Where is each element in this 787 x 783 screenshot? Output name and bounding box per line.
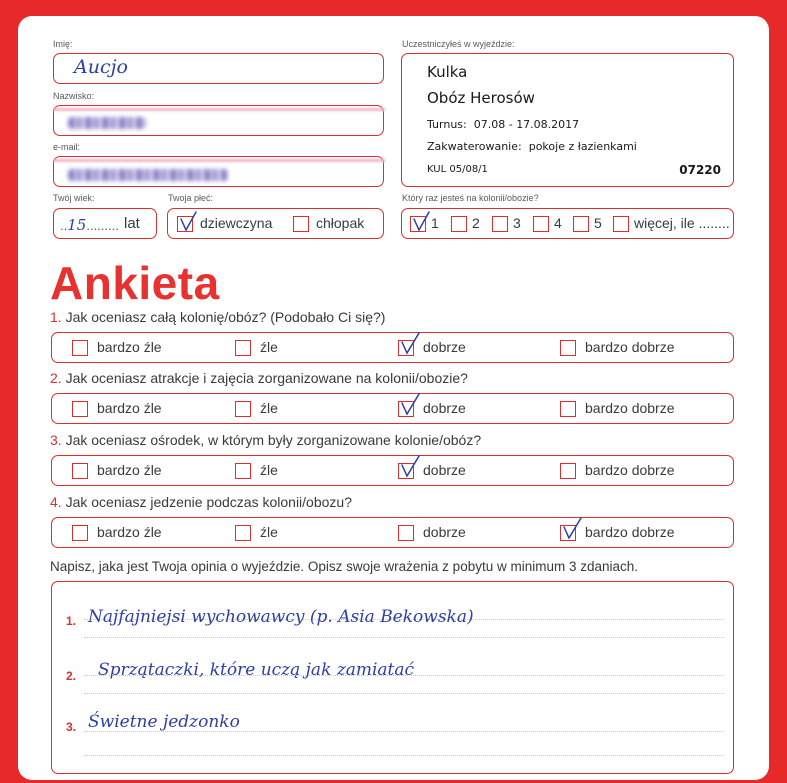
accommodation-label: Zakwaterowanie: — [427, 140, 522, 153]
surname-label: Nazwisko: — [53, 91, 95, 101]
question-1-label: Jak oceniasz całą kolonię/obóz? (Podobało Ci się?) — [65, 309, 386, 325]
email-field[interactable] — [53, 156, 384, 187]
age-dots-after: ......... — [86, 218, 119, 233]
times-more-checkbox[interactable] — [613, 216, 629, 232]
question-1-option-2-label: źle — [260, 339, 278, 355]
age-value: 15 — [67, 216, 87, 234]
question-3-text — [50, 432, 481, 448]
question-2-option-1-label: bardzo źle — [97, 400, 162, 416]
question-2-options — [51, 393, 734, 424]
opinion-line-1-text: Najfajniejsi wychowawcy (p. Asia Bekowska) — [88, 607, 474, 627]
question-4-option-1-checkbox[interactable] — [72, 525, 88, 541]
times-2-label: 2 — [472, 215, 480, 231]
opinion-line-1-number: 1. — [66, 614, 77, 628]
times-label: Który raz jesteś na kolonii/obozie? — [402, 193, 539, 203]
name-value: Aucjo — [74, 56, 128, 78]
checkmark-icon — [399, 393, 421, 415]
question-2-option-3-label: dobrze — [423, 400, 466, 416]
age-label: Twój wiek: — [53, 193, 95, 203]
question-1-number: 1. — [50, 309, 62, 325]
checkmark-icon — [399, 455, 421, 477]
times-2-checkbox[interactable] — [451, 216, 467, 232]
question-1-option-1-label: bardzo źle — [97, 339, 162, 355]
question-4-option-1-label: bardzo źle — [97, 524, 162, 540]
name-label: Imię: — [53, 39, 73, 49]
email-redacted — [68, 169, 228, 181]
question-2-option-4-checkbox[interactable] — [560, 401, 576, 417]
question-3-option-1-label: bardzo źle — [97, 462, 162, 478]
checkmark-icon — [178, 210, 200, 232]
question-3-option-4-checkbox[interactable] — [560, 463, 576, 479]
question-4-options — [51, 517, 734, 548]
redaction-mark — [54, 159, 385, 162]
times-5-label: 5 — [594, 215, 602, 231]
question-3-option-2-checkbox[interactable] — [235, 463, 251, 479]
camp-info-box — [401, 53, 734, 187]
survey-title: Ankieta — [50, 257, 220, 309]
opinion-prompt: Napisz, jaka jest Twoja opinia o wyjeździe. Opisz swoje wrażenia z pobytu w minimum 3 zdaniach. — [50, 559, 639, 574]
gender-field — [167, 208, 384, 239]
times-field — [401, 208, 734, 239]
age-dots-before: .. — [60, 218, 68, 233]
question-4-option-3-checkbox[interactable] — [398, 525, 414, 541]
turnus-label: Turnus: — [427, 118, 467, 131]
question-4-number: 4. — [50, 494, 62, 510]
survey-sheet — [18, 16, 769, 780]
question-4-label: Jak oceniasz jedzenie podczas kolonii/obozu? — [65, 494, 352, 510]
question-1-text — [50, 309, 385, 325]
participated-label: Uczestniczyłeś w wyjeździe: — [402, 39, 515, 49]
writing-line — [84, 637, 724, 638]
question-1-option-3-label: dobrze — [423, 339, 466, 355]
name-field[interactable] — [53, 53, 384, 84]
question-1-option-4-checkbox[interactable] — [560, 340, 576, 356]
question-3-option-4-label: bardzo dobrze — [585, 462, 675, 478]
age-field[interactable] — [53, 208, 157, 239]
camp-code: KUL 05/08/1 — [427, 164, 488, 175]
gender-boy-label: chłopak — [316, 215, 365, 231]
question-4-option-4-label: bardzo dobrze — [585, 524, 675, 540]
camp-org: Kulka — [427, 63, 468, 81]
turnus-value: 07.08 - 17.08.2017 — [473, 118, 580, 131]
gender-label: Twoja płeć: — [168, 193, 214, 203]
writing-line — [84, 693, 724, 694]
age-unit: lat — [124, 215, 140, 232]
redaction-mark — [54, 108, 385, 111]
times-1-label: 1 — [431, 215, 439, 231]
question-4-option-2-checkbox[interactable] — [235, 525, 251, 541]
gender-boy-checkbox[interactable] — [293, 216, 309, 232]
camp-accommodation — [427, 140, 637, 153]
camp-name: Obóz Herosów — [427, 89, 535, 107]
question-3-label: Jak oceniasz ośrodek, w którym były zorganizowane kolonie/obóz? — [65, 432, 482, 448]
question-3-option-1-checkbox[interactable] — [72, 463, 88, 479]
times-4-label: 4 — [554, 215, 562, 231]
times-3-label: 3 — [513, 215, 521, 231]
camp-number: 07220 — [679, 163, 721, 177]
checkmark-icon — [411, 210, 433, 232]
question-2-option-2-checkbox[interactable] — [235, 401, 251, 417]
question-2-label: Jak oceniasz atrakcje i zajęcia zorganizowane na kolonii/obozie? — [65, 370, 468, 386]
writing-line — [84, 755, 724, 756]
question-2-option-2-label: źle — [260, 400, 278, 416]
times-3-checkbox[interactable] — [492, 216, 508, 232]
question-2-option-1-checkbox[interactable] — [72, 401, 88, 417]
question-4-option-2-label: źle — [260, 524, 278, 540]
surname-field[interactable] — [53, 105, 384, 136]
surname-redacted — [68, 117, 146, 129]
opinion-line-2-number: 2. — [66, 669, 77, 683]
question-1-option-4-label: bardzo dobrze — [585, 339, 675, 355]
camp-turnus — [427, 118, 579, 131]
question-3-options — [51, 455, 734, 486]
question-2-option-4-label: bardzo dobrze — [585, 400, 675, 416]
question-3-number: 3. — [50, 432, 62, 448]
question-3-option-2-label: źle — [260, 462, 278, 478]
question-2-text — [50, 370, 468, 386]
opinion-line-2-text: Sprzątaczki, które uczą jak zamiatać — [98, 660, 415, 680]
question-3-option-3-label: dobrze — [423, 462, 466, 478]
checkmark-icon — [561, 517, 583, 539]
times-4-checkbox[interactable] — [533, 216, 549, 232]
opinion-box[interactable] — [51, 581, 734, 774]
question-4-option-3-label: dobrze — [423, 524, 466, 540]
checkmark-icon — [399, 332, 421, 354]
question-2-number: 2. — [50, 370, 62, 386]
question-4-text — [50, 494, 352, 510]
times-more-label: więcej, ile ........ — [634, 215, 730, 231]
opinion-line-3-number: 3. — [66, 720, 77, 734]
accommodation-value: pokoje z łazienkami — [528, 140, 637, 153]
question-1-options — [51, 332, 734, 363]
gender-girl-label: dziewczyna — [200, 215, 273, 231]
email-label: e-mail: — [53, 142, 81, 152]
question-1-option-1-checkbox[interactable] — [72, 340, 88, 356]
times-5-checkbox[interactable] — [573, 216, 589, 232]
opinion-line-3-text: Świetne jedzonko — [88, 712, 240, 732]
question-1-option-2-checkbox[interactable] — [235, 340, 251, 356]
